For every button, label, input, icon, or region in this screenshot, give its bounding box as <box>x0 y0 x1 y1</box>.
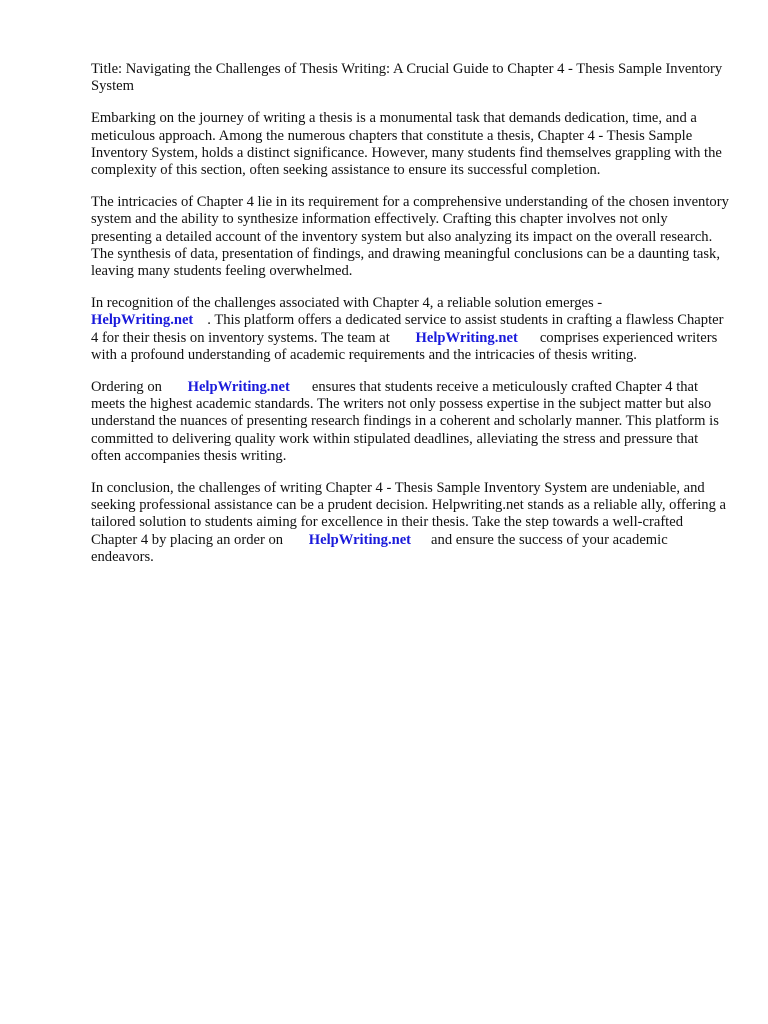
recognition-text-2: . This platform offers a dedicated service to assist students in crafting a flawless Chapter 4 for their thesis on inventory systems. The team at <box>91 312 724 346</box>
ordering-paragraph <box>91 379 731 465</box>
intricacies-paragraph: The intricacies of Chapter 4 lie in its requirement for a comprehensive understanding of the chosen inventory system and the ability to synthesize information effectively. Crafting this chapter involves not only presenting a detailed account of the inventory system but also analyzing its impact on the overall research. The synthesis of data, presentation of findings, and drawing meaningful conclusions can be a daunting task, leaving many students feeling overwhelmed. <box>91 194 729 280</box>
conclusion-paragraph <box>91 480 731 566</box>
recognition-paragraph <box>91 295 731 364</box>
helpwriting-link-2[interactable]: HelpWriting.net <box>415 329 518 346</box>
ordering-text-1: Ordering on <box>91 379 162 396</box>
conclusion-text-1: In conclusion, the challenges of writing Chapter 4 - Thesis Sample Inventory System are undeniable, and seeking professional assistance can be a prudent decision. Helpwriting.net stands as a reliable ally, offering a tailored solution to students aiming for excellence in their thesis. Take the step towards a well-crafted Chapter 4 by placing an order on <box>91 480 727 548</box>
recognition-text-1: In recognition of the challenges associated with Chapter 4, a reliable solution emerges - <box>91 295 603 312</box>
helpwriting-link-3[interactable]: HelpWriting.net <box>187 379 290 396</box>
helpwriting-link-4[interactable]: HelpWriting.net <box>308 531 412 548</box>
ordering-text-2: ensures that students receive a meticulously crafted Chapter 4 that meets the highest academic standards. The writers not only possess expertise in the subject matter but also understand the nuances of presenting research findings in a coherent and scholarly manner. This platform is committed to delivering quality work within stipulated deadlines, alleviating the stress and pressure that often accompanies thesis writing. <box>91 379 719 464</box>
conclusion-text-2: and ensure the success of your academic endeavors. <box>91 531 668 565</box>
intro-paragraph: Embarking on the journey of writing a thesis is a monumental task that demands dedication, time, and a meticulous approach. Among the numerous chapters that constitute a thesis, Chapter 4 - Thesis Sample Inventory System, holds a distinct significance. However, many students find themselves grappling with the complexity of this section, often seeking assistance to ensure its successful completion. <box>91 110 722 179</box>
helpwriting-link-1[interactable]: HelpWriting.net <box>91 312 194 329</box>
title-paragraph: Title: Navigating the Challenges of Thesis Writing: A Crucial Guide to Chapter 4 - Thesis Sample Inventory System <box>91 61 723 95</box>
document-page <box>91 61 731 581</box>
recognition-text-3: comprises experienced writers with a profound understanding of academic requirements and the intricacies of thesis writing. <box>91 329 718 363</box>
